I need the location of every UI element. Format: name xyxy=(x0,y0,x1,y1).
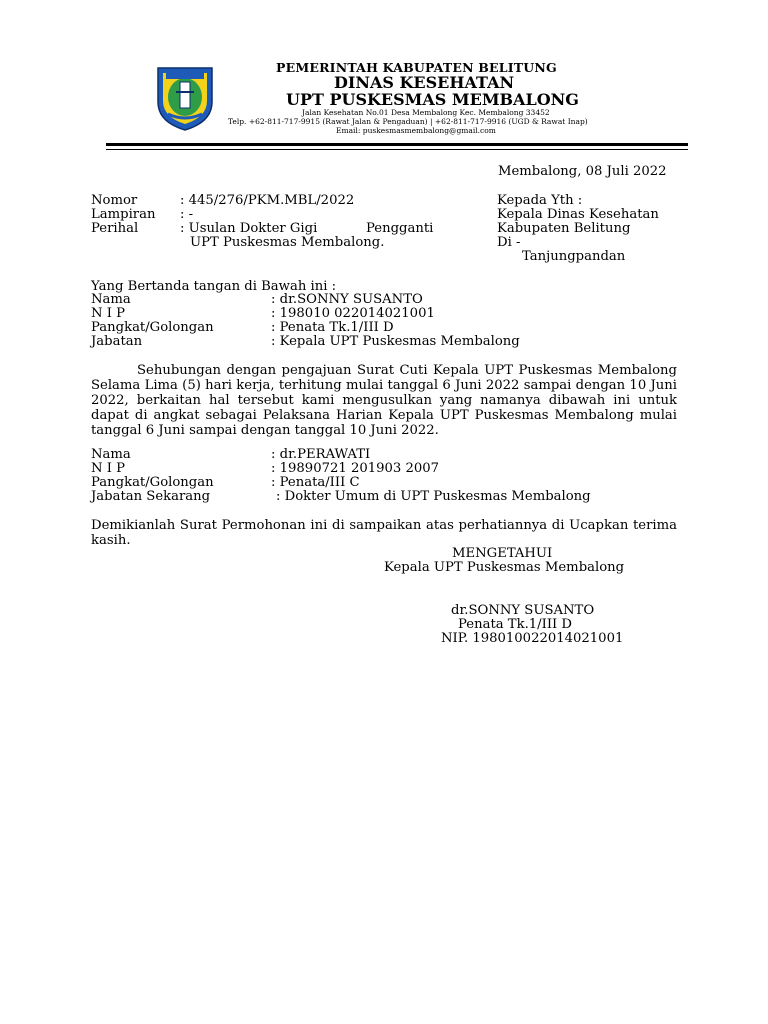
signer-jabatan-label: Jabatan xyxy=(91,334,143,349)
recipient-greeting: Kepada Yth : xyxy=(497,193,583,208)
header-institution: UPT PUSKESMAS MEMBALONG xyxy=(286,90,579,109)
nominee-nama-label: Nama xyxy=(91,447,131,462)
nominee-jabatan-value: : Dokter Umum di UPT Puskesmas Membalong xyxy=(276,489,591,504)
header-agency: DINAS KESEHATAN xyxy=(334,73,515,92)
perihal-value-line2: UPT Puskesmas Membalong. xyxy=(190,235,385,250)
recipient-title: Kepala Dinas Kesehatan xyxy=(497,207,659,222)
lampiran-label: Lampiran xyxy=(91,207,156,222)
nominee-nip-label: N I P xyxy=(91,461,126,476)
header-phone: Telp. +62-811-717-9915 (Rawat Jalan & Pengaduan) | +62-811-717-9916 (UGD & Rawat Inap) xyxy=(228,117,588,126)
header-address: Jalan Kesehatan No.01 Desa Membalong Kec. Membalong 33452 xyxy=(302,108,550,117)
signature-mengetahui: MENGETAHUI xyxy=(452,546,553,561)
signature-rank: Penata Tk.1/III D xyxy=(458,617,572,632)
closing-paragraph: Demikianlah Surat Permohonan ini di sampaikan atas perhatiannya di Ucapkan terima kasih. xyxy=(91,518,677,548)
signature-nip: NIP. 198010022014021001 xyxy=(441,631,624,646)
signer-nama-value: : dr.SONNY SUSANTO xyxy=(271,292,423,307)
nominee-nip-value: : 19890721 201903 2007 xyxy=(271,461,440,476)
recipient-city: Tanjungpandan xyxy=(522,249,626,264)
signature-name: dr.SONNY SUSANTO xyxy=(451,603,595,618)
signer-intro: Yang Bertanda tangan di Bawah ini : xyxy=(91,279,337,294)
nomor-label: Nomor xyxy=(91,193,138,208)
signer-jabatan-value: : Kepala UPT Puskesmas Membalong xyxy=(271,334,520,349)
header-government: PEMERINTAH KABUPATEN BELITUNG xyxy=(276,60,557,75)
perihal-value-b: Pengganti xyxy=(366,221,434,236)
body-paragraph: Sehubungan dengan pengajuan Surat Cuti Kepala UPT Puskesmas Membalong Selama Lima (5) hari kerja, terhitung mulai tanggal 6 Juni 2022 sampai dengan 10 Juni 2022, berkaitan hal tersebut kami mengusulkan yang namanya dibawah ini untuk dapat di angkat sebagai Pelaksana Harian Kepala UPT Puskesmas Membalong mulai tanggal 6 Juni sampai dengan tanggal 10 Juni 2022. xyxy=(91,363,677,438)
signer-nip-label: N I P xyxy=(91,306,126,321)
signer-pangkat-label: Pangkat/Golongan xyxy=(91,320,214,335)
nominee-pangkat-value: : Penata/III C xyxy=(271,475,360,490)
regency-logo-icon xyxy=(154,64,216,132)
signer-nip-value: : 198010 022014021001 xyxy=(271,306,435,321)
signature-title: Kepala UPT Puskesmas Membalong xyxy=(384,560,625,575)
signer-nama-label: Nama xyxy=(91,292,131,307)
perihal-label: Perihal xyxy=(91,221,139,236)
recipient-region: Kabupaten Belitung xyxy=(497,221,631,236)
header-divider-thin xyxy=(106,149,688,150)
recipient-di: Di - xyxy=(497,235,521,250)
perihal-value: : Usulan Dokter Gigi xyxy=(180,221,318,236)
place-date: Membalong, 08 Juli 2022 xyxy=(498,164,667,179)
nominee-pangkat-label: Pangkat/Golongan xyxy=(91,475,214,490)
header-email: Email: puskesmasmembalong@gmail.com xyxy=(336,126,496,135)
nominee-nama-value: : dr.PERAWATI xyxy=(271,447,371,462)
header-divider-thick xyxy=(106,143,688,146)
nominee-jabatan-label: Jabatan Sekarang xyxy=(91,489,211,504)
nomor-value: : 445/276/PKM.MBL/2022 xyxy=(180,193,355,208)
lampiran-value: : - xyxy=(180,207,194,222)
signer-pangkat-value: : Penata Tk.1/III D xyxy=(271,320,394,335)
